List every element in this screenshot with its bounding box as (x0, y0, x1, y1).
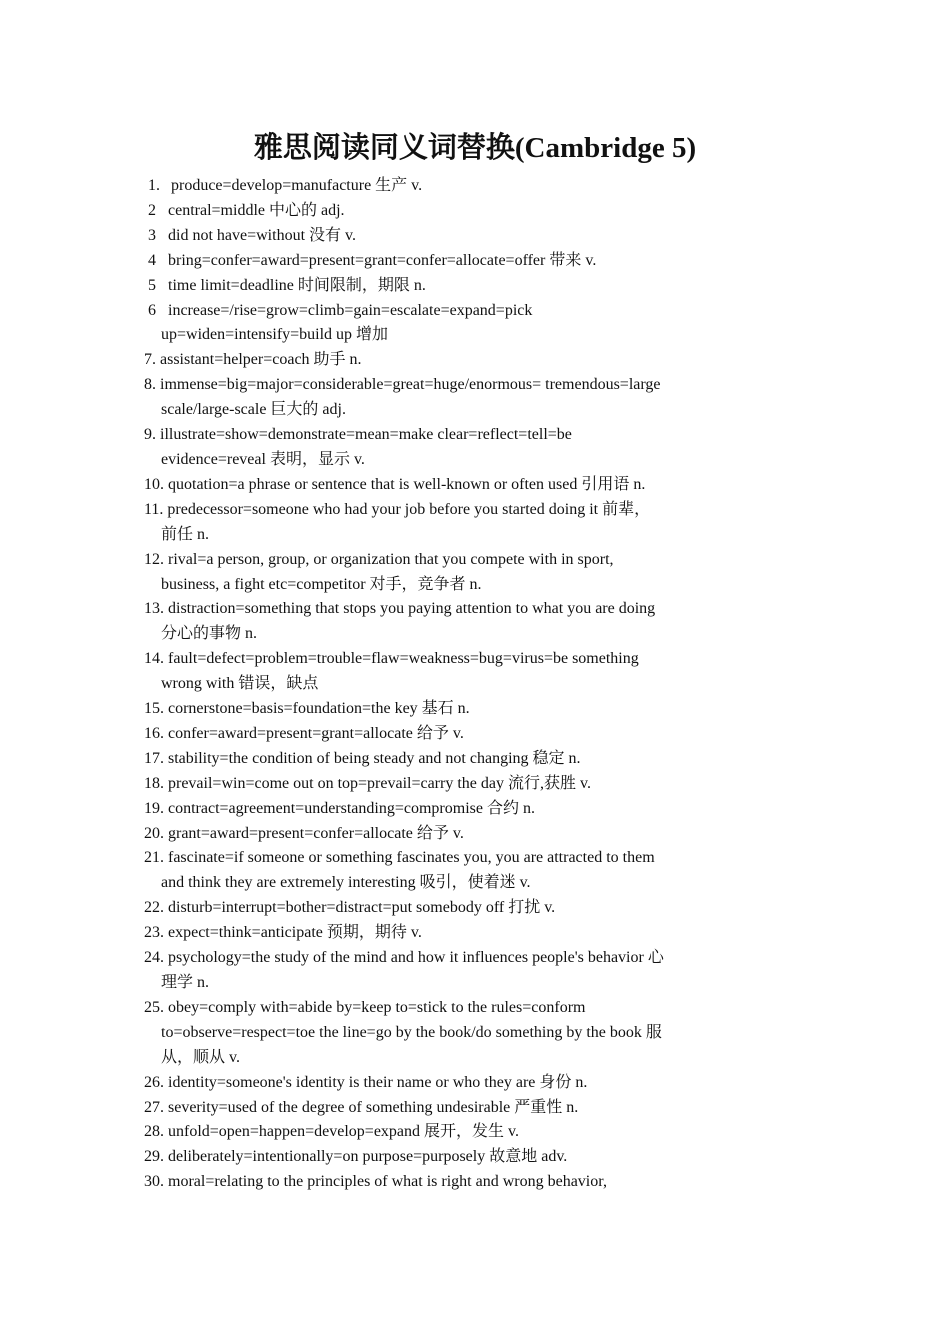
entry-text: did not have=without 没有 v. (168, 226, 356, 244)
entry-number: 16. (144, 724, 164, 742)
entry-number: 25. (144, 998, 164, 1016)
entry-text: contract=agreement=understanding=compromise 合约 n. (168, 799, 535, 817)
entry-number: 4 (148, 251, 156, 269)
list-item (144, 797, 664, 822)
entry-text: illustrate=show=demonstrate=mean=make clear=reflect=tell=be evidence=reveal 表明，显示 v. (160, 426, 572, 468)
entry-number: 24. (144, 949, 164, 967)
entry-number: 29. (144, 1148, 164, 1166)
entry-text: distraction=something that stops you paying attention to what you are doing 分心的事物 n. (161, 600, 656, 643)
entry-number: 30. (144, 1173, 164, 1191)
list-item (144, 199, 664, 224)
synonym-list (144, 174, 664, 1195)
list-item (144, 1071, 664, 1096)
entry-number: 28. (144, 1123, 164, 1141)
entry-text: bring=confer=award=present=grant=confer=allocate=offer 带来 v. (168, 251, 597, 269)
list-item (144, 647, 664, 697)
entry-text: expect=think=anticipate 预期，期待 v. (168, 924, 422, 942)
list-item (144, 996, 664, 1071)
list-item (144, 1145, 664, 1170)
entry-text: prevail=win=come out on top=prevail=carry the day 流行,获胜 v. (168, 774, 591, 792)
list-item (144, 697, 664, 722)
list-item (144, 747, 664, 772)
entry-text: quotation=a phrase or sentence that is well-known or often used 引用语 n. (168, 475, 646, 493)
entry-text: moral=relating to the principles of what is right and wrong behavior, (168, 1173, 607, 1191)
entry-text: grant=award=present=confer=allocate 给予 v. (168, 824, 464, 842)
list-item (144, 224, 664, 249)
list-item (144, 373, 664, 423)
entry-text: cornerstone=basis=foundation=the key 基石 n. (168, 700, 470, 718)
entry-text: fault=defect=problem=trouble=flaw=weakness=bug=virus=be something wrong with 错误，缺点 (161, 650, 639, 693)
entry-number: 23. (144, 924, 164, 942)
entry-number: 21. (144, 849, 164, 867)
entry-number: 22. (144, 899, 164, 917)
list-item (144, 174, 664, 199)
list-item (144, 1120, 664, 1145)
entry-text: disturb=interrupt=bother=distract=put somebody off 打扰 v. (168, 899, 556, 917)
entry-text: stability=the condition of being steady and not changing 稳定 n. (168, 749, 581, 767)
entry-text: deliberately=intentionally=on purpose=purposely 故意地 adv. (168, 1148, 568, 1166)
entry-text: obey=comply with=abide by=keep to=stick to the rules=conform to=observe=respect=toe the line=go by the book/do something by the book 服从，顺从 v. (161, 998, 662, 1066)
entry-text: increase=/rise=grow=climb=gain=escalate=expand=pick up=widen=intensify=build up 增加 (161, 301, 533, 344)
entry-number: 17. (144, 749, 164, 767)
list-item (144, 473, 664, 498)
list-item (144, 896, 664, 921)
entry-text: assistant=helper=coach 助手 n. (160, 351, 362, 369)
list-item (144, 822, 664, 847)
entry-number: 9. (144, 426, 156, 444)
entry-text: produce=develop=manufacture 生产 v. (171, 177, 423, 194)
list-item (144, 498, 664, 548)
entry-number: 10. (144, 475, 164, 493)
entry-number: 6 (148, 301, 156, 319)
entry-text: fascinate=if someone or something fascinates you, you are attracted to them and think they are extremely interesting 吸引，使着迷 v. (161, 849, 655, 892)
entry-text: predecessor=someone who had your job before you started doing it 前辈，前任 n. (161, 500, 651, 543)
entry-number: 19. (144, 799, 164, 817)
entry-number: 2 (148, 201, 156, 219)
entry-number: 13. (144, 600, 164, 618)
entry-number: 8. (144, 376, 156, 394)
list-item (144, 772, 664, 797)
entry-number: 14. (144, 650, 164, 668)
list-item (144, 249, 664, 274)
list-item (144, 921, 664, 946)
list-item (144, 946, 664, 996)
entry-number: 18. (144, 774, 164, 792)
list-item (144, 423, 664, 473)
entry-text: confer=award=present=grant=allocate 给予 v. (168, 724, 464, 742)
entry-number: 27. (144, 1098, 164, 1116)
entry-number: 20. (144, 824, 164, 842)
entry-text: psychology=the study of the mind and how it influences people's behavior 心理学 n. (161, 949, 664, 991)
entry-text: rival=a person, group, or organization that you compete with in sport, business, a fight etc=competitor 对手，竞争者 n. (161, 550, 614, 593)
list-item (144, 1096, 664, 1121)
entry-number: 26. (144, 1073, 164, 1091)
entry-number: 1. (148, 177, 160, 194)
entry-number: 11. (144, 500, 164, 518)
list-item (144, 348, 664, 373)
entry-text: identity=someone's identity is their name or who they are 身份 n. (168, 1073, 588, 1091)
entry-number: 3 (148, 226, 156, 244)
entry-text: severity=used of the degree of something undesirable 严重性 n. (168, 1098, 579, 1116)
list-item (144, 597, 664, 647)
list-item (144, 548, 664, 598)
page-title: 雅思阅读同义词替换(Cambridge 5) (253, 132, 697, 164)
entry-number: 12. (144, 550, 164, 568)
entry-text: central=middle 中心的 adj. (168, 201, 345, 219)
entry-number: 7. (144, 351, 156, 369)
entry-text: time limit=deadline 时间限制，期限 n. (168, 276, 426, 294)
list-item (144, 1170, 664, 1195)
entry-number: 5 (148, 276, 156, 294)
list-item (144, 299, 664, 349)
entry-text: immense=big=major=considerable=great=huge/enormous= tremendous=large scale/large-scale 巨大的 adj. (160, 376, 661, 419)
list-item (144, 274, 664, 299)
list-item (144, 846, 664, 896)
list-item (144, 722, 664, 747)
entry-number: 15. (144, 700, 164, 718)
entry-text: unfold=open=happen=develop=expand 展开，发生 v. (168, 1123, 519, 1141)
